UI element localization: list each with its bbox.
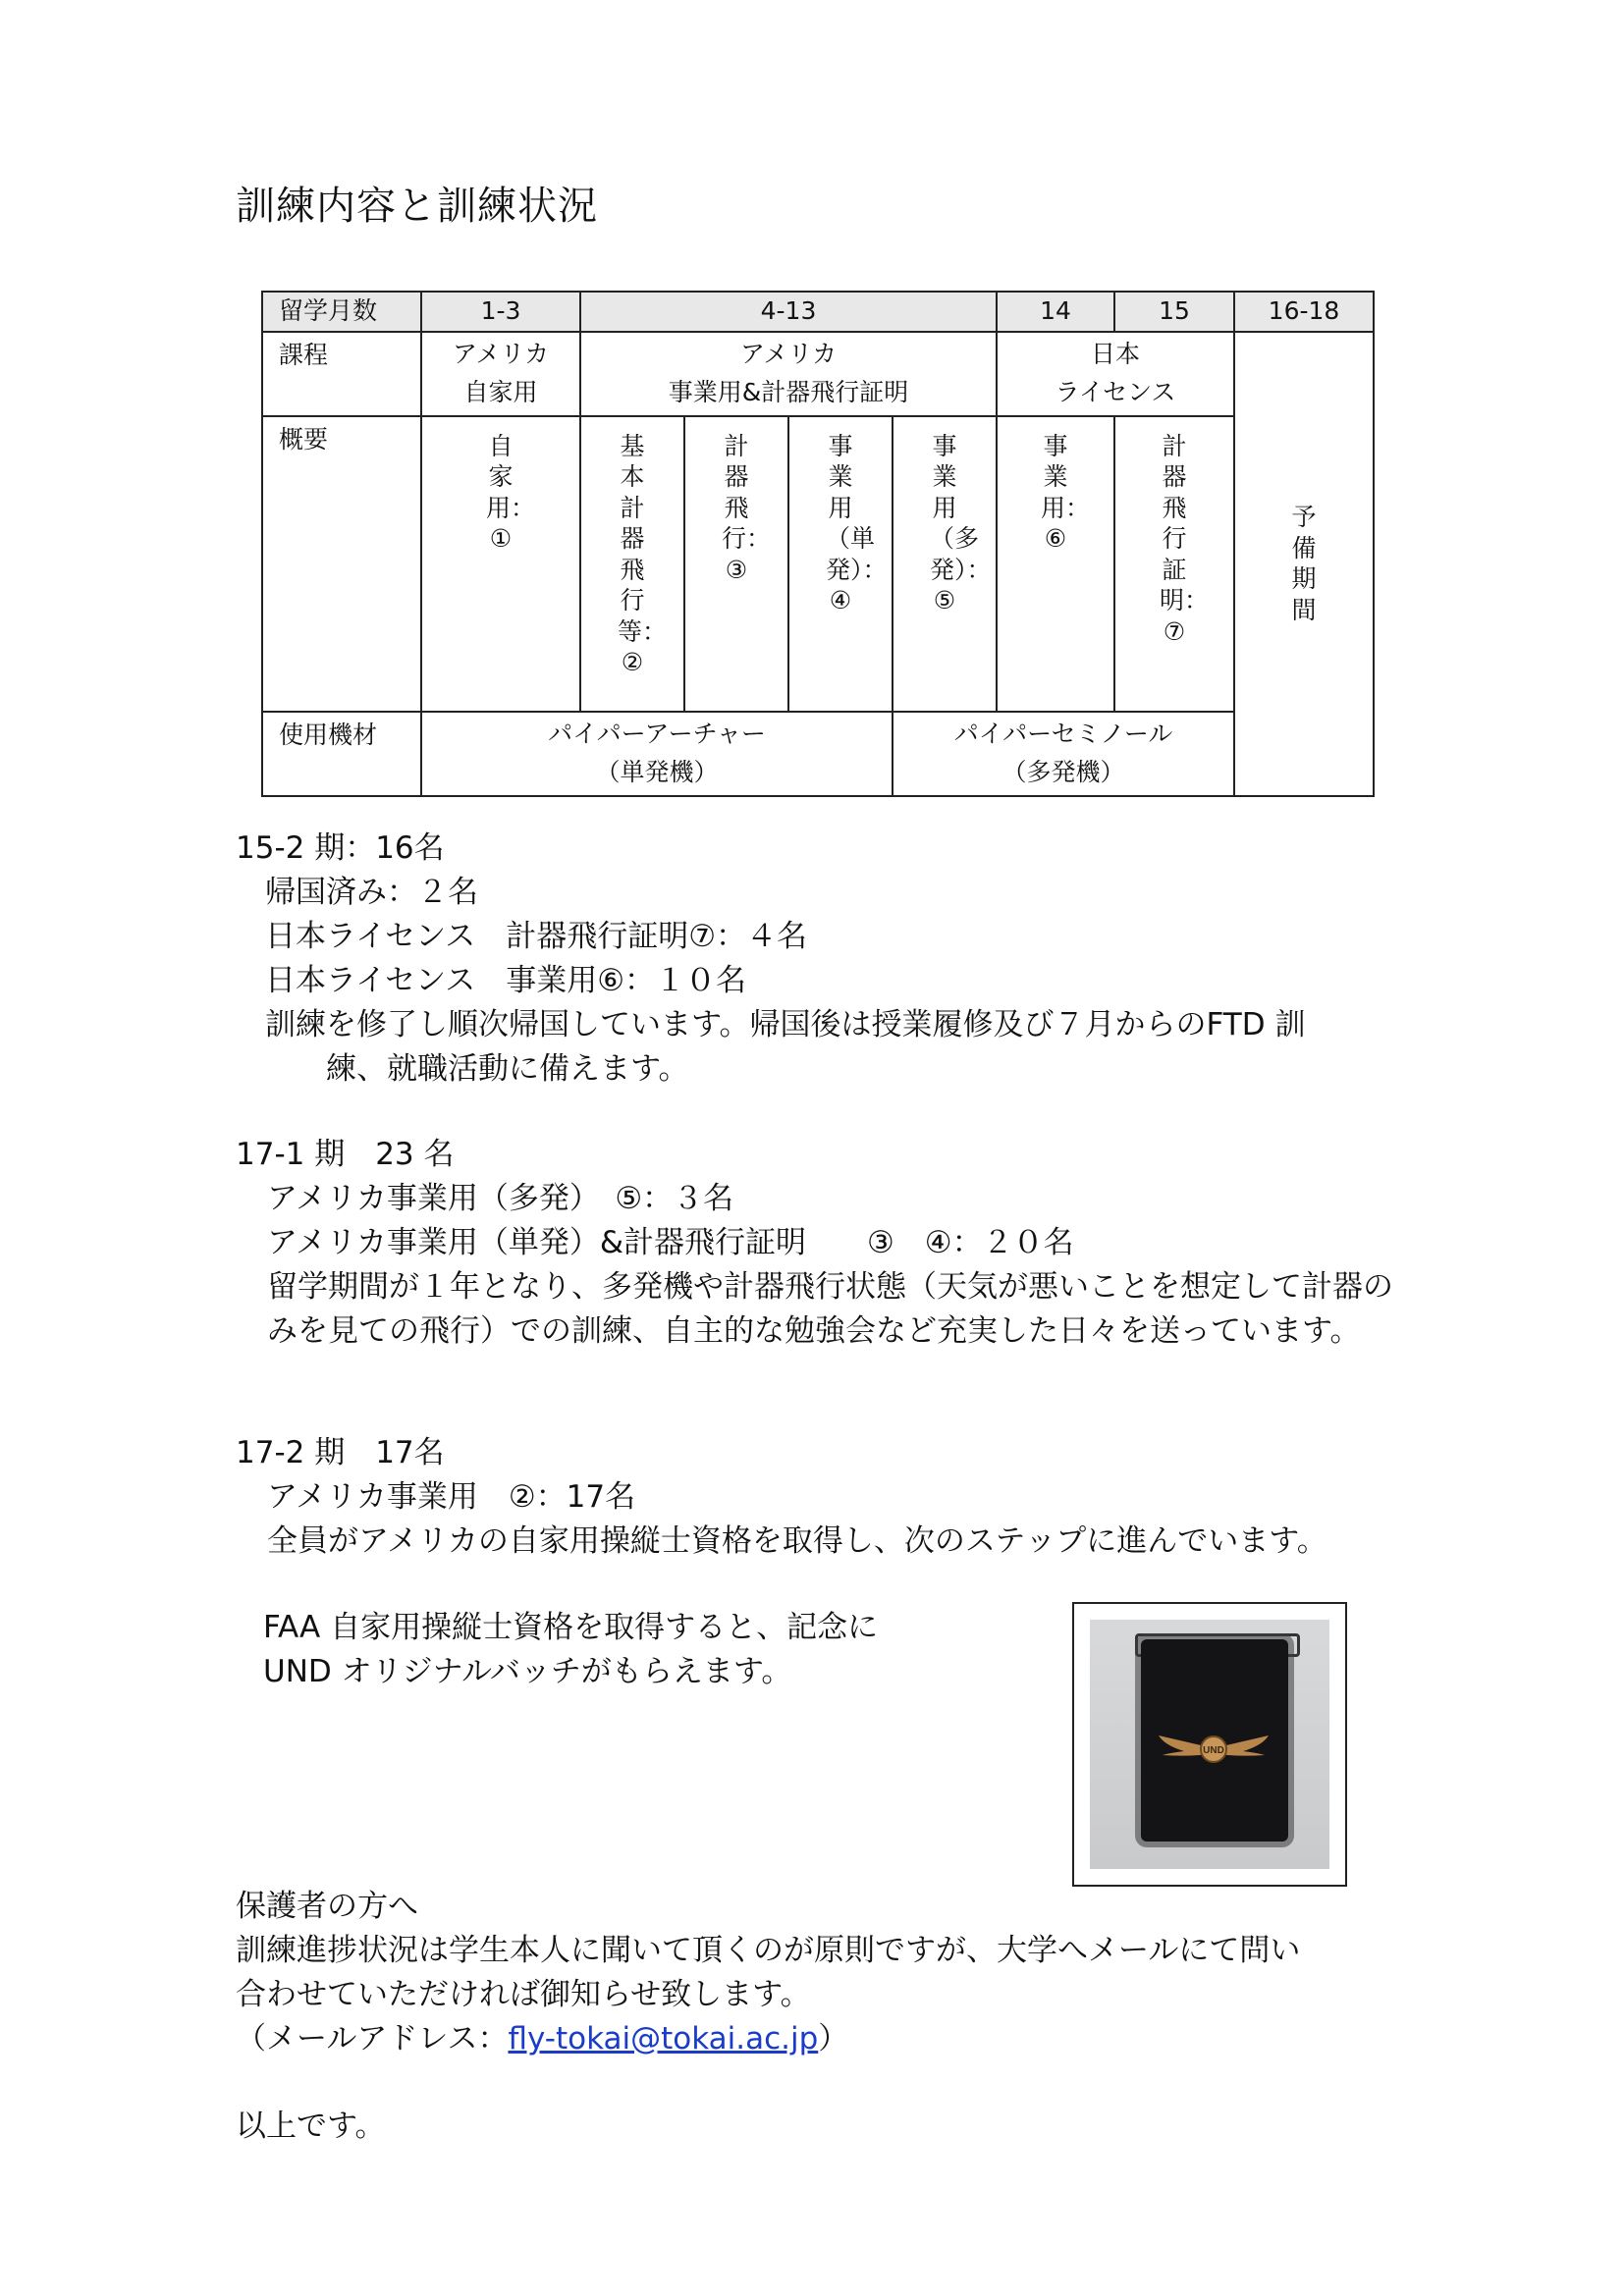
cohort-line: アメリカ事業用 ②：17名 xyxy=(267,1479,636,1515)
overview-cell xyxy=(893,416,997,712)
cohort-17-1-heading: 17-1 期 23 名 xyxy=(236,1137,455,1172)
mail-line xyxy=(236,2017,848,2061)
reserve-period-cell xyxy=(1234,332,1374,796)
month-cell: 14 xyxy=(997,292,1114,332)
overview-text: 計器飛行：③ xyxy=(722,431,772,584)
cohort-line: 帰国済み：２名 xyxy=(265,875,478,910)
equipment-type: （単発機） xyxy=(595,757,719,786)
page-title: 訓練内容と訓練状況 xyxy=(236,184,598,229)
closing-text: 以上です。 xyxy=(236,2109,386,2144)
overview-cell xyxy=(684,416,788,712)
overview-cell xyxy=(997,416,1114,712)
cohort-line: アメリカ事業用（多発） ⑤：３名 xyxy=(267,1181,734,1216)
overview-label: 概要 xyxy=(262,416,421,712)
guardians-heading: 保護者の方へ xyxy=(236,1889,418,1924)
course-line: 自家用 xyxy=(463,377,538,406)
month-cell: 15 xyxy=(1114,292,1234,332)
month-cell: 1-3 xyxy=(421,292,580,332)
equipment-type: （多発機） xyxy=(1001,757,1125,786)
equipment-name: パイパーアーチャー xyxy=(548,720,766,748)
course-line: ライセンス xyxy=(1055,377,1176,406)
course-cell xyxy=(997,332,1234,416)
cohort-line: 練、就職活動に備えます。 xyxy=(326,1051,689,1087)
overview-text: 計器飛行証明：⑦ xyxy=(1160,431,1210,646)
training-schedule-table xyxy=(261,291,1375,797)
cohort-line: アメリカ事業用（単発）&計器飛行証明 ③ ④：２０名 xyxy=(267,1225,1074,1260)
equipment-cell xyxy=(421,712,893,796)
badge-logo-text: UND xyxy=(1203,1745,1224,1756)
mail-suffix: ） xyxy=(818,2021,849,2056)
course-label: 課程 xyxy=(262,332,421,416)
badge-photo xyxy=(1072,1602,1347,1887)
cohort-line: 訓練を修了し順次帰国しています。帰国後は授業履修及び７月からのFTD 訓 xyxy=(265,1007,1306,1042)
overview-cell xyxy=(421,416,580,712)
overview-text: 事業用（多発）：⑤ xyxy=(930,431,992,615)
cohort-17-2-heading: 17-2 期 17名 xyxy=(236,1435,445,1470)
equipment-cell xyxy=(893,712,1234,796)
course-cell xyxy=(580,332,997,416)
overview-cell xyxy=(788,416,893,712)
cohort-line: みを見ての飛行）での訓練、自主的な勉強会など充実した日々を送っています。 xyxy=(267,1313,1361,1349)
equipment-name: パイパーセミノール xyxy=(953,720,1173,748)
course-line: アメリカ xyxy=(452,340,550,368)
mail-prefix: （メールアドレス： xyxy=(236,2021,509,2056)
overview-text: 基本計器飛行等：② xyxy=(618,431,668,677)
reserve-period-text: 予備期間 xyxy=(1291,503,1317,624)
month-cell: 4-13 xyxy=(580,292,997,332)
overview-cell xyxy=(1114,416,1234,712)
course-line: アメリカ xyxy=(739,340,838,368)
month-cell: 16-18 xyxy=(1234,292,1374,332)
badge-note-line: UND オリジナルバッチがもらえます。 xyxy=(263,1654,792,1689)
course-line: 事業用&計器飛行証明 xyxy=(668,377,909,406)
badge-photo-image xyxy=(1090,1620,1329,1869)
cohort-15-2-heading: 15-2 期：16名 xyxy=(236,830,445,866)
months-label: 留学月数 xyxy=(262,292,421,332)
email-link[interactable]: fly-tokai@tokai.ac.jp xyxy=(508,2021,819,2056)
cohort-line: 日本ライセンス 事業用⑥：１０名 xyxy=(265,963,746,998)
overview-text: 事業用：⑥ xyxy=(1041,431,1091,554)
course-row xyxy=(262,332,1374,416)
cohort-line: 日本ライセンス 計器飛行証明⑦：４名 xyxy=(265,919,807,954)
months-row xyxy=(262,292,1374,332)
cohort-line: 全員がアメリカの自家用操縦士資格を取得し、次のステップに進んでいます。 xyxy=(267,1523,1327,1559)
course-cell xyxy=(421,332,580,416)
overview-cell xyxy=(580,416,684,712)
guardians-line: 合わせていただければ御知らせ致します。 xyxy=(236,1977,811,2012)
overview-text: 事業用（単発）：④ xyxy=(826,431,888,615)
equipment-label: 使用機材 xyxy=(262,712,421,796)
equipment-row xyxy=(262,712,1374,796)
overview-text: 自家用：① xyxy=(486,431,536,554)
und-wings-badge-icon xyxy=(1155,1726,1272,1771)
badge-note-line: FAA 自家用操縦士資格を取得すると、記念に xyxy=(263,1610,879,1645)
course-line: 日本 xyxy=(1090,340,1140,368)
cohort-line: 留学期間が１年となり、多発機や計器飛行状態（天気が悪いことを想定して計器の xyxy=(267,1269,1393,1305)
guardians-line: 訓練進捗状況は学生本人に聞いて頂くのが原則ですが、大学へメールにて問い xyxy=(236,1933,1301,1968)
overview-row xyxy=(262,416,1374,712)
